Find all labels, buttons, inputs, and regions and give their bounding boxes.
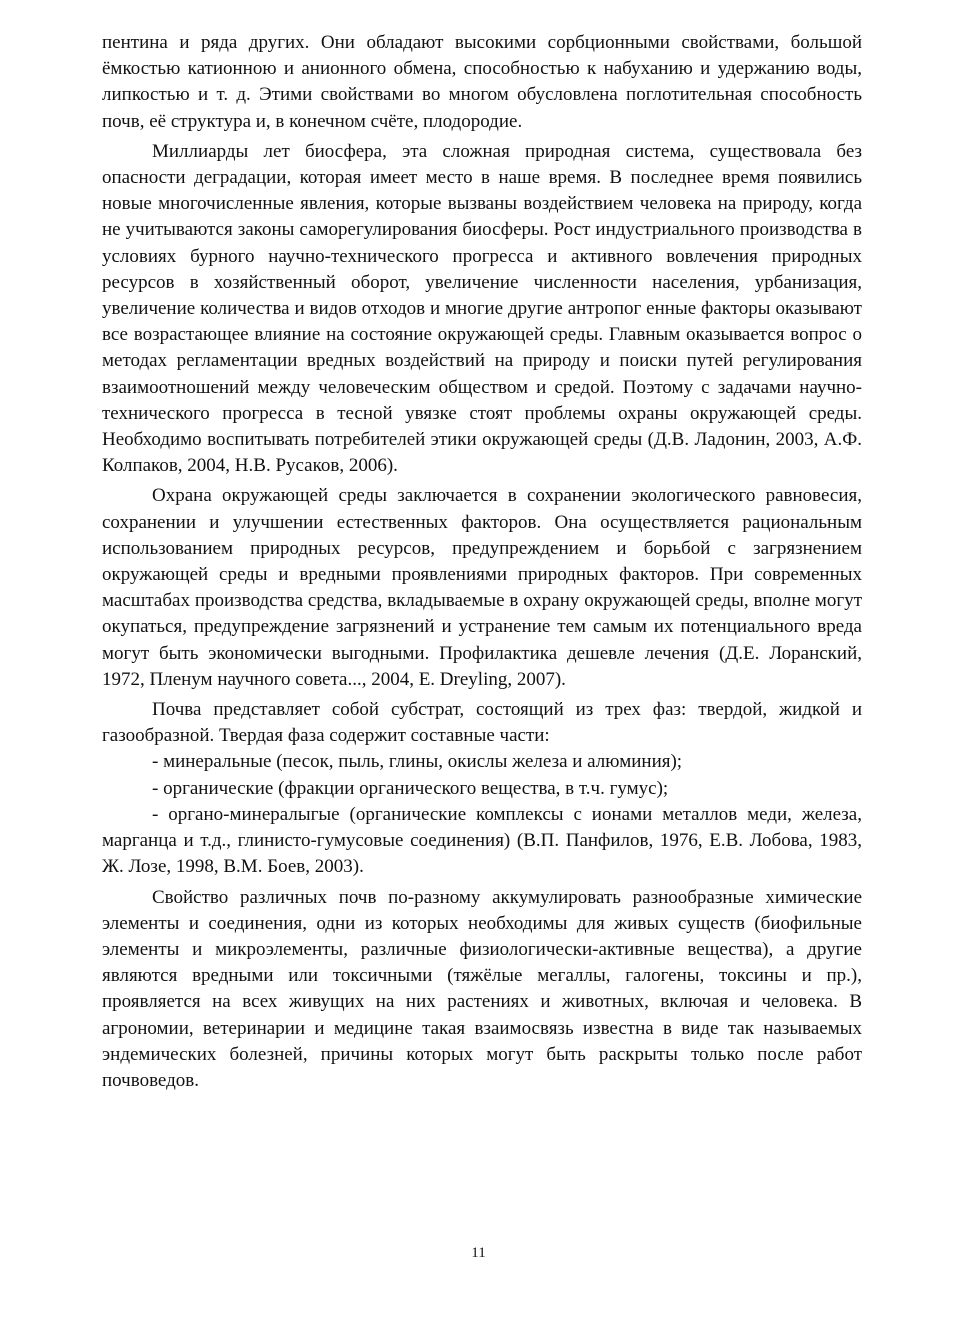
paragraph-soil-elements: Свойство различных почв по-разному аккумулировать разнообразные химические элементы и соединения, одни из которых необходимы для живых существ (биофильные элементы и микроэлементы, различные физиологически-активные вещества), а другие являются вредными или токсичными (тяжёлые мегаллы, галогены, токсины и пр.), проявляется на всех живущих на них растениях и животных, включая и человека. В агрономии, ветеринарии и медицине такая взаимосвязь известна в виде так называемых эндемических болезней, причины которых могут быть раскрыты только после работ почвоведов. bbox=[102, 886, 862, 1091]
list-item-organo-mineral: - органо-минералыгые (органические комплексы с ионами металлов меди, железа, марганца и т.д., глинисто-гумусовые соединения) (В.П. Панфилов, 1976, Е.В. Лобова, 1983, Ж. Лозе, 1998, В.М. Боев, 2003). bbox=[102, 803, 862, 878]
paragraph-environment-protection: Охрана окружающей среды заключается в сохранении экологического равновесия, сохранении и улучшении естественных факторов. Она осуществляется рациональным использованием природных ресурсов, предупреждением и борьбой с загрязнением окружающей среды и вредными проявлениями природных факторов. При современных масштабах производства средства, вкладываемые в охрану окружающей среды, вполне могут окупаться, предупреждение загрязнений и устранение тем самым их потенциального вреда могут быть экономически выгодными. Профилактика дешевле лечения (Д.Е. Лоранский, 1972, Пленум научного совета..., 2004, E. Dreyling, 2007). bbox=[102, 485, 862, 690]
paragraph-continuation: пентина и ряда других. Они обладают высокими сорбционными свойствами, большой ёмкостью катионною и анионного обмена, способностью к набуханию и удержанию воды, липкостью и т. д. Этими свойствами во многом обусловлена поглотительная способность почв, её структура и, в конечном счёте, плодородие. bbox=[102, 32, 862, 132]
page-number: 11 bbox=[471, 1245, 486, 1261]
list-item-mineral: - минеральные (песок, пыль, глины, окислы железа и алюминия); bbox=[152, 751, 683, 773]
list-item-organic: - органические (фракции органического вещества, в т.ч. гумус); bbox=[152, 777, 669, 799]
paragraph-biosphere: Миллиарды лет биосфера, эта сложная природная система, существовала без опасности деградации, которая имеет место в наше время. В последнее время появились новые многочисленные явления, которые вызваны воздействием человека на природу, когда не учитываются законы саморегулирования биосферы. Рост индустриального производства в условиях бурного научно-технического прогресса и активного вовлечения природных ресурсов в хозяйственный оборот, увеличение численности населения, урбанизация, увеличение количества и видов отходов и многие другие антропог енные факторы оказывают все возрастающее влияние на состояние окружающей среды. Главным оказывается вопрос о методах регламентации вредных воздействий на природу и поиски путей регулирования взаимоотношений между человеческим обществом и средой. Поэтому с задачами научно-технического прогресса в тесной увязке стоят проблемы охраны окружающей среды. Необходимо воспитывать потребителей этики окружающей среды (Д.В. Ладонин, 2003, А.Ф. Колпаков, 2004, Н.В. Русаков, 2006). bbox=[102, 140, 862, 477]
paragraph-soil-phases: Почва представляет собой субстрат, состоящий из трех фаз: твердой, жидкой и газообразной. Твердая фаза содержит составные части: bbox=[102, 699, 862, 747]
body-text bbox=[102, 30, 862, 1098]
